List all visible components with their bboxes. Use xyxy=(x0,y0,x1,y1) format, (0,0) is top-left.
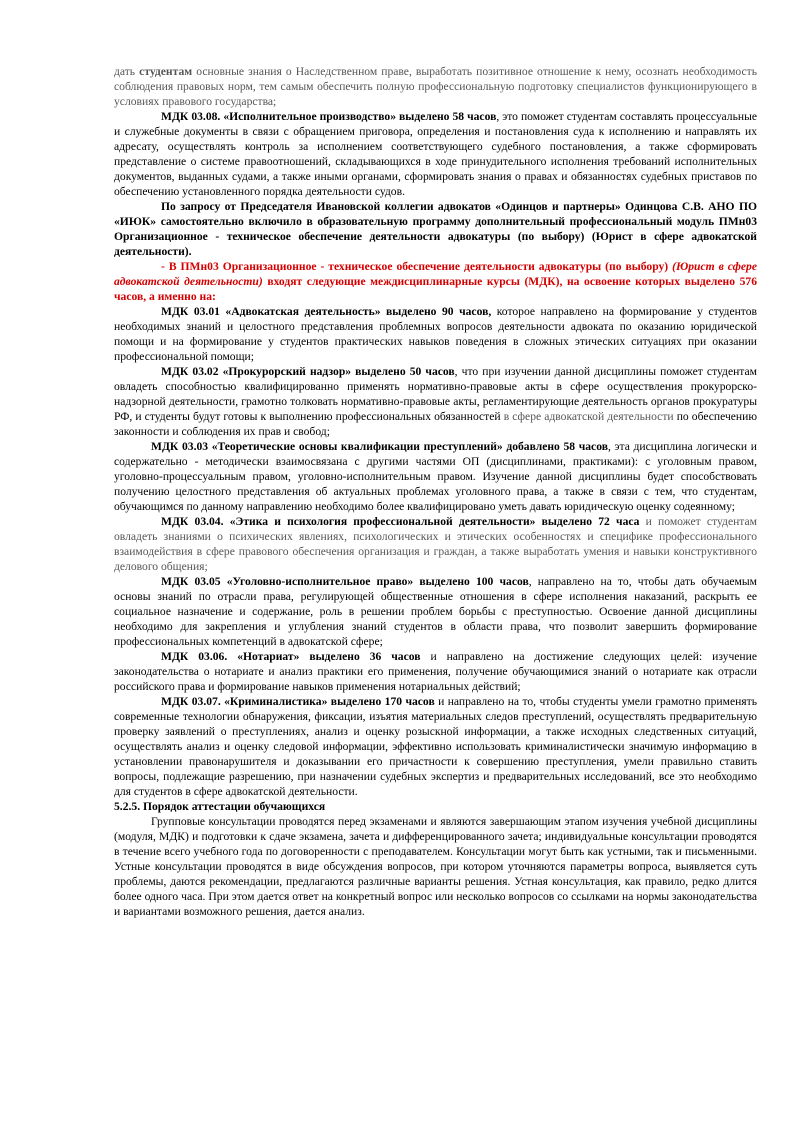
text: основные знания о Наследственном праве, выработать позитивное отношение к нему, осознать необходимость соблюдения правовых норм, тем самым обеспечить полную профессиональную подготовку специалистов функционирующего в условиях правового государства; xyxy=(114,65,757,108)
text-bold: студентам xyxy=(139,65,193,78)
paragraph-mdk-03-01 xyxy=(114,304,757,364)
mdk-description: , направлено на то, чтобы дать обучаемым основы знаний по отрасли права, регулирующей общественные отношения в сфере исполнения наказаний, раскрыть ее социальное назначение и содержание, роль в решении проблем борьбы с преступностью. Освоение данной дисциплины необходимо для закрепления и углубления знаний студентов в области права, что позволит завершить формирование профессиональных компетенций в адвокатской сфере; xyxy=(114,575,758,648)
mdk-description: , эта дисциплина логически и содержательно - методически взаимосвязана с другими частями ОП (дисциплинами, практиками): с уголовным правом, уголовно-процессуальным правом, уголовно-исполнительным правом. Изучение данной дисциплины будет способствовать получению целостного представления об актуальных проблемах уголовного права, а также в связи с тем, что студентам, обучающимся по данному направлению необходимо более квалифицировано уметь давать юридическую оценку содеянному; xyxy=(114,440,757,513)
mdk-title: МДК 03.04. «Этика и психология профессиональной деятельности» выделено 72 часа xyxy=(161,515,640,528)
module-intro-italic: (Юрист в сфере адвокатской деятельности) xyxy=(114,260,757,288)
paragraph-inheritance-law xyxy=(114,64,757,109)
request-text: По запросу от Председателя Ивановской коллегии адвокатов «Одинцов и партнеры» Одинцова С.В. АНО ПО «ИЮК» самостоятельно включило в образовательную программу дополнительный профессиональный модуль ПМн03 Организационное - техническое обеспечение деятельности адвокатуры (по выбору) (Юрист в сфере адвокатской деятельности). xyxy=(114,200,757,258)
section-heading: 5.2.5. Порядок аттестации обучающихся xyxy=(114,800,326,813)
paragraph-mdk-03-06 xyxy=(114,649,757,694)
mdk-description-gray: в сфере адвокатской деятельности xyxy=(503,410,674,423)
mdk-title: МДК 03.03 «Теоретические основы квалификации преступлений» добавлено 58 часов xyxy=(151,440,608,453)
mdk-title: МДК 03.06. «Нотариат» выделено 36 часов xyxy=(161,650,421,663)
paragraph-mdk-03-02 xyxy=(114,364,757,439)
paragraph-module-intro xyxy=(114,259,757,304)
paragraph-mdk-03-07 xyxy=(114,694,757,799)
paragraph-mdk-03-04 xyxy=(114,514,757,574)
document-page xyxy=(114,64,757,919)
paragraph-consultations: Групповые консультации проводятся перед экзаменами и являются завершающим этапом изучения учебной дисциплины (модуля, МДК) и подготовки к сдаче экзамена, зачета и дифференцированного зачета; индивидуальные консультации проводятся в течение всего учебного года по договоренности с преподавателем. Консультации могут быть как устными, так и письменными. Устные консультации проводятся в виде обсуждения вопросов, при котором уточняются параметры вопроса, выявляется суть проблемы, даются рекомендации, предлагаются различные варианты решения. Устная консультация, как правило, редко длится более одного часа. При этом дается ответ на конкретный вопрос или несколько вопросов со ссылками на нормы законодательства и вариантами возможного решения, дается анализ. xyxy=(114,815,757,918)
mdk-description: и направлено на достижение следующих целей: изучение законодательства о нотариате и анализ практики его применения, получение обучающимися знаний о нотариате как отрасли российского права и формирование навыков применения нотариальных действий; xyxy=(114,650,757,693)
mdk-description-gray: и поможет студентам овладеть знаниями о психических явлениях, психологических и этических особенностях и специфике профессионального взаимодействия в сфере правового обеспечения организация и граждан, а также выработать умения и навыки конструктивного делового общения; xyxy=(114,515,757,573)
mdk-title: МДК 03.07. «Криминалистика» выделено 170 часов xyxy=(161,695,435,708)
mdk-description: которое направлено на формирование у студентов необходимых знаний и целостного представления проблемных вопросов деятельности адвоката по оказанию юридической помощи и на формирование у студентов практических навыков поведения в сложных этических ситуациях при оказании профессиональной помощи; xyxy=(114,305,757,363)
paragraph-request-note xyxy=(114,199,757,259)
mdk-description: , что при изучении данной дисциплины поможет студентам овладеть способностью квалифицированно применять нормативно-правовые акты в сфере осуществления прокурорско-надзорной деятельности, грамотно толковать нормативно-правовые акты, регламентирующие деятельность органов прокуратуры РФ, и студенты будут готовы к выполнению профессиональных обязанностей xyxy=(114,365,757,423)
paragraph-mdk-03-03 xyxy=(114,439,757,514)
paragraph-mdk-03-08 xyxy=(114,109,757,199)
mdk-description: , это поможет студентам составлять процессуальные и служебные документы в связи с обращением приговора, определения и постановления суда к исполнению и направлять их адресату, осуществлять контроль за исполнением соответствующего судебного постановления, а также сформировать представление о системе правоотношений, складывающихся в ходе принудительного исполнения требований исполнительных документов, выданных судами, а также иными органами, сформировать знания о правах и обязанностях судебных приставов по обеспечению установленного порядка деятельности судов. xyxy=(114,110,757,198)
mdk-description: и направлено на то, чтобы студенты умели грамотно применять современные технологии обнаружения, фиксации, изъятия материальных следов преступлений, осуществлять предварительную проверку заявлений о преступлениях, анализ и оценку розыскной информации, а также исходных следственных ситуаций, осуществлять анализ и оценку следовой информации, эффективно использовать криминалистически значимую информацию в установлении правонарушителя и доказывании его причастности к совершению преступления, умели правильно ставить вопросы, подлежащие разрешению, при назначении судебных экспертиз и предварительных исследований, все это необходимо для студентов в сфере адвокатской деятельности. xyxy=(114,695,757,798)
paragraph-mdk-03-05 xyxy=(114,574,757,649)
text: дать xyxy=(114,65,140,78)
module-intro-text: входят следующие междисциплинарные курсы (МДК), на освоение которых выделено 576 часов, а именно на: xyxy=(114,275,757,303)
module-intro-text: - В ПМн03 Организационное - техническое обеспечение деятельности адвокатуры (по выбору) xyxy=(161,260,673,273)
mdk-title: МДК 03.05 «Уголовно-исполнительное право» выделено 100 часов xyxy=(161,575,529,588)
mdk-description: по обеспечению законности и соблюдения их прав и свобод; xyxy=(114,410,758,438)
mdk-title: МДК 03.02 «Прокурорский надзор» выделено 50 часов xyxy=(161,365,455,378)
mdk-title: МДК 03.08. «Исполнительное производство» выделено 58 часов xyxy=(161,110,497,123)
mdk-title: МДК 03.01 «Адвокатская деятельность» выделено 90 часов, xyxy=(161,305,492,318)
